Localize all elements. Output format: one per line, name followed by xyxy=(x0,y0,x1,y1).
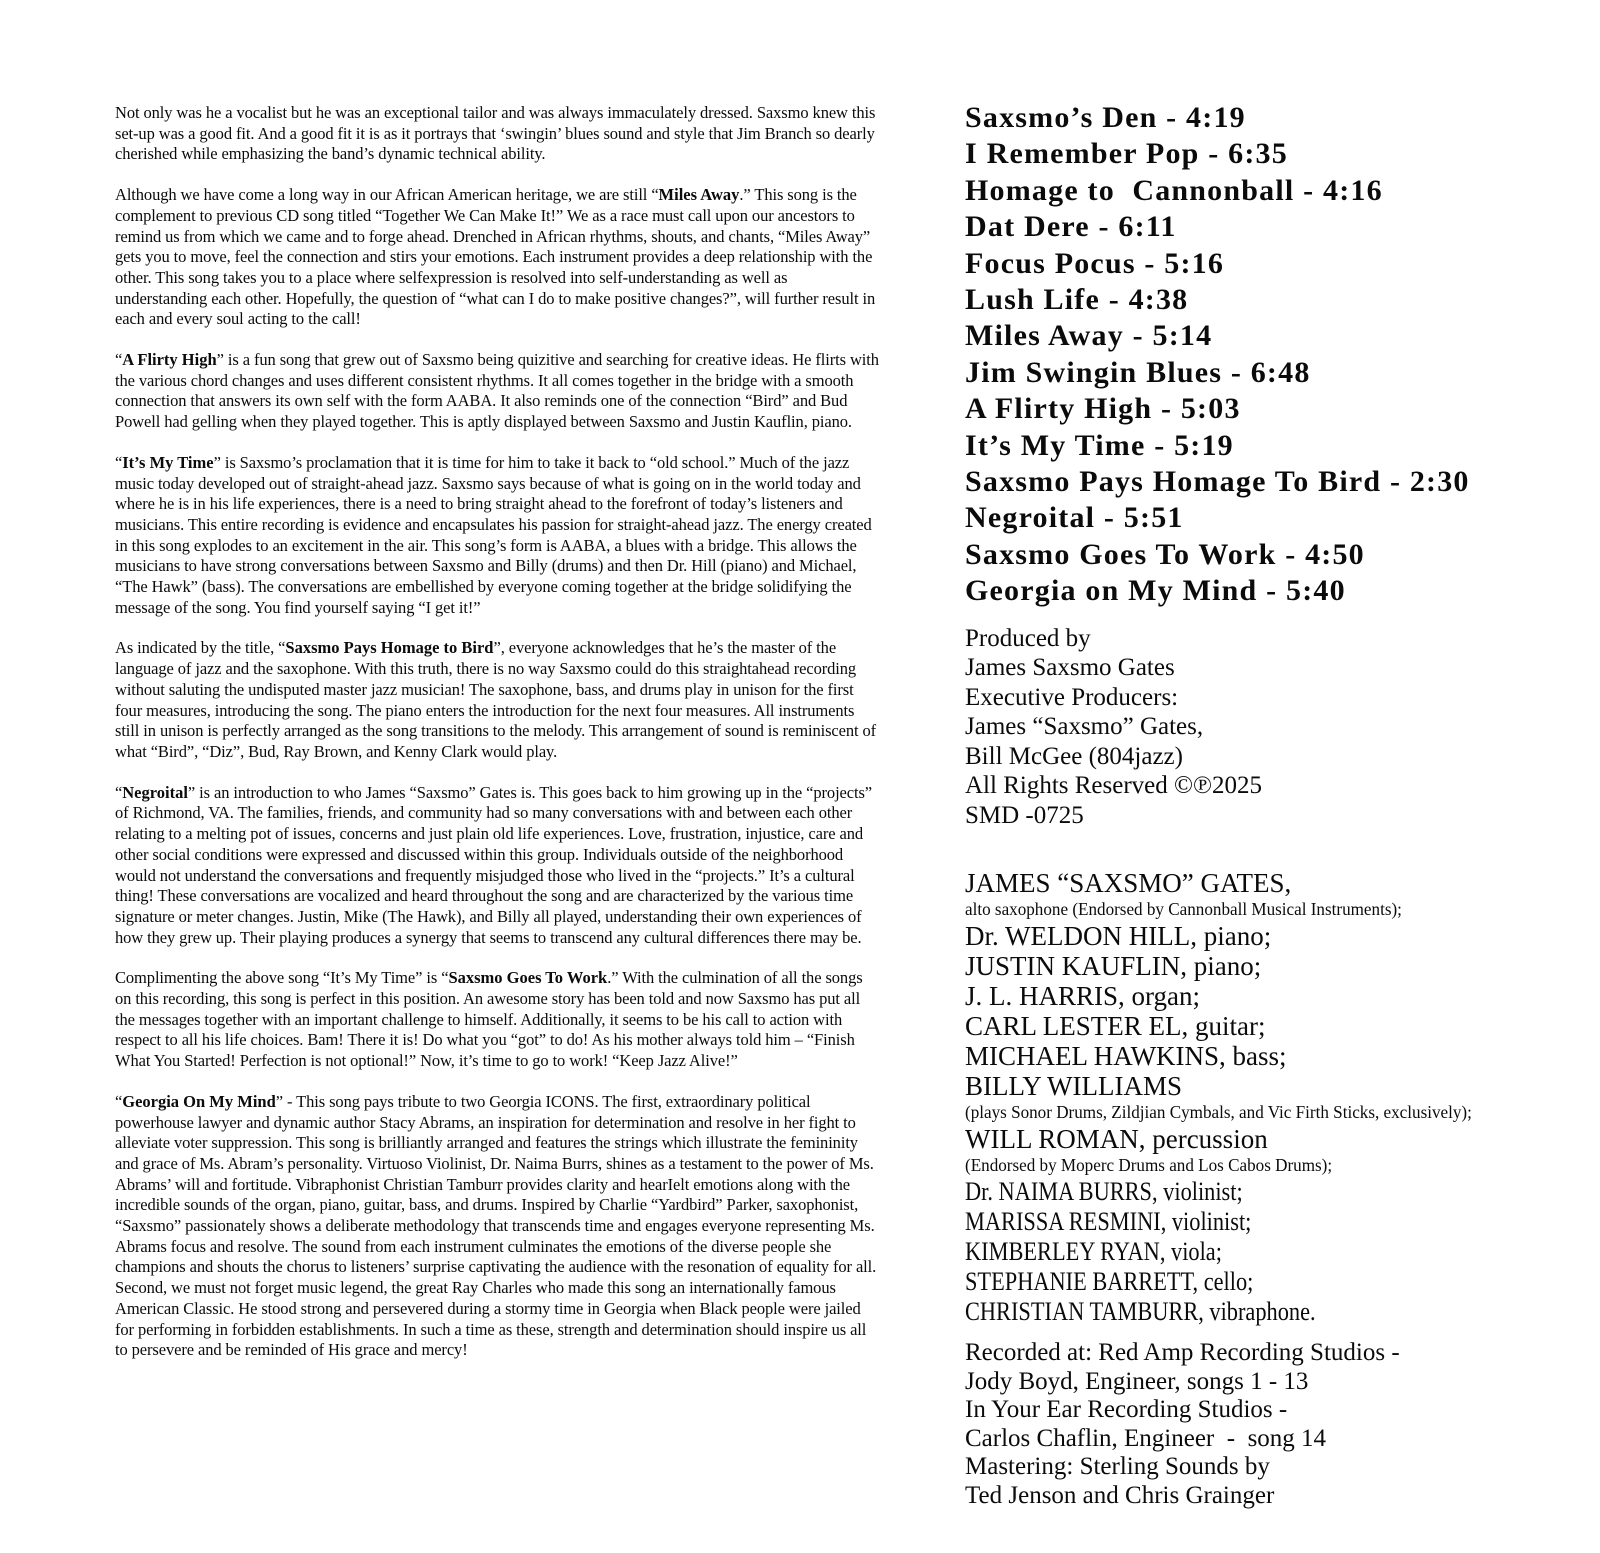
track-item: Georgia on My Mind - 5:40 xyxy=(965,574,1346,608)
song-title-bold: Saxsmo Goes To Work xyxy=(448,968,608,988)
paragraph-text: “ xyxy=(115,1091,123,1111)
track-list xyxy=(965,100,1545,610)
track-item: Saxsmo’s Den - 4:19 xyxy=(965,101,1246,134)
musician-credit-line: JAMES “SAXSMO” GATES, xyxy=(965,868,1292,899)
musician-credit-line: CARL LESTER EL, guitar; xyxy=(965,1011,1266,1042)
paragraph-text: “ xyxy=(115,782,123,802)
song-title-bold: A Flirty High xyxy=(122,350,217,370)
paragraph-text: ”, everyone acknowledges that he’s the master of the language of jazz and the saxophone. With this truth, there is no way Saxsmo could do this straightahead recording without saluting the undisputed master jazz musician! The saxophone, bass, and drums play in unison for the first four measures, introducing the song. The piano enters the introduction for the next four measures. All instruments still in unison is perfectly arranged as the song transitions to the melody. This arrangement of sound is reminiscent of what “Bird”, “Diz”, Bud, Ray Brown, and Kenny Clark would play. xyxy=(115,638,877,761)
musician-credit-line: MARISSA RESMINI, violinist; xyxy=(965,1207,1252,1237)
track-item: Homage to Cannonball - 4:16 xyxy=(965,173,1383,207)
paragraph-text: ” - This song pays tribute to two Georgia ICONS. The first, extraordinary political powerhouse lawyer and dynamic author Stacy Abrams, an inspiration for determination and resolve in her fight to alleviate voter suppression. This song is brilliantly arranged and features the strings which illustrate the femininity and grace of Ms. Abram’s personality. Virtuoso Violinist, Dr. Naima Burrs, shines as a testament to the power of Ms. Abrams’ will and fortitude. Vibraphonist Christian Tamburr provides clarity and hearIelt emotions along with the incredible sounds of the organ, piano, guitar, bass, and drums. Inspired by Charlie “Yardbird” Parker, saxophonist, “Saxsmo” passionately shows a deliberate methodology that transcends time and engages everyone representing Ms. Abrams focus and resolve. The sound from each instrument culminates the emotions of the diverse people she champions and shouts the chorus to listeners’ surprise captivating the audience with the resonation of equality for all. Second, we must not forget music legend, the great Ray Charles who made this song an internationally famous American Classic. He stood strong and persevered during a stormy time in Georgia when Black people were jailed for performing in forbidden establishments. In such a time as these, strength and determination should inspire us all to persevere and be reminded of His grace and mercy! xyxy=(115,1091,877,1360)
musician-credit-line: (Endorsed by Moperc Drums and Los Cabos Drums); xyxy=(965,1155,1333,1176)
recording-line: Carlos Chaflin, Engineer - song 14 xyxy=(965,1424,1327,1452)
paragraph-text: ” is an introduction to who James “Saxsmo” Gates is. This goes back to him growing up in the “projects” of Richmond, VA. The families, friends, and community had so many conversations with and between each other relating to a melting pot of issues, concerns and just plain old life experiences. Love, frustration, injustice, care and other social conditions were expressed and discussed within this group. Individuals outside of the neighborhood would not understand the conversations and frequently misjudged those who lived in the “projects.” It’s a cultural thing! These conversations are vocalized and heard throughout the song and are characterized by the various time signature or meter changes. Justin, Mike (The Hawk), and Billy all played, understanding their own experiences of how they grew up. Their playing produces a synergy that seems to transcend any cultural differences there may be. xyxy=(115,782,873,947)
notes-paragraph xyxy=(115,968,881,1072)
track-item: I Remember Pop - 6:35 xyxy=(965,137,1288,171)
paragraph-text: ” is a fun song that grew out of Saxsmo being quizitive and searching for creative ideas. He flirts with the various chord changes and uses different consistent rhythms. It all comes together in the bridge with a smooth connection that answers its own self with the form AABA. It also reminds one of the connection “Bird” and Bud Powell had gelling when they played together. This is aptly displayed between Saxsmo and Justin Kauflin, piano. xyxy=(115,350,879,432)
production-line: All Rights Reserved ©℗2025 xyxy=(965,772,1262,800)
track-item: Focus Pocus - 5:16 xyxy=(965,246,1225,280)
song-title-bold: Miles Away xyxy=(658,185,740,205)
paragraph-text: “ xyxy=(115,452,123,472)
track-item: Saxsmo Pays Homage To Bird - 2:30 xyxy=(965,465,1470,499)
production-credits xyxy=(965,624,1545,831)
paragraph-text: .” With the culmination of all the songs on this recording, this song is perfect in this position. An awesome story has been told and now Saxsmo has put all the messages together with an important challenge to himself. Additionally, it seems to be his call to action with respect to all his life choices. Bam! There it is! Do what you “got” to do! As his mother always told him – “Finish What You Started! Perfection is not optional!” Now, it’s time to go to work! “Keep Jazz Alive!” xyxy=(115,968,863,1071)
paragraph-text: Although we have come a long way in our African American heritage, we are still “ xyxy=(115,185,659,205)
track-item: Negroital - 5:51 xyxy=(965,501,1184,535)
recording-line: Mastering: Sterling Sounds by xyxy=(965,1453,1270,1481)
musician-credit-line: KIMBERLEY RYAN, viola; xyxy=(965,1237,1222,1267)
notes-paragraph xyxy=(115,783,881,949)
recording-credits xyxy=(965,1339,1545,1510)
musician-credit-line: CHRISTIAN TAMBURR, vibraphone. xyxy=(965,1297,1316,1327)
credits-column xyxy=(965,100,1545,1510)
liner-notes-column xyxy=(115,103,881,1381)
paragraph-text: “ xyxy=(115,350,123,370)
recording-line: In Your Ear Recording Studios - xyxy=(965,1396,1288,1424)
musician-credit-line: (plays Sonor Drums, Zildjian Cymbals, and Vic Firth Sticks, exclusively); xyxy=(965,1102,1472,1123)
musician-credit-line: alto saxophone (Endorsed by Cannonball Musical Instruments); xyxy=(965,899,1402,920)
paragraph-text: Not only was he a vocalist but he was an exceptional tailor and was always immaculately dressed. Saxsmo knew this set-up was a good fit. And a good fit it is as it portrays that ‘swingin’ blues sound and style that Jim Branch so dearly cherished while emphasizing the band’s dynamic technical ability. xyxy=(115,103,876,164)
song-title-bold: Negroital xyxy=(122,782,188,802)
musician-credit-line: BILLY WILLIAMS xyxy=(965,1071,1183,1102)
musician-credit-line: WILL ROMAN, percussion xyxy=(965,1124,1268,1155)
musician-credit-line: JUSTIN KAUFLIN, piano; xyxy=(965,951,1262,982)
notes-paragraph xyxy=(115,185,881,330)
paragraph-text: Complimenting the above song “It’s My Time” is “ xyxy=(115,968,449,988)
track-item: Lush Life - 4:38 xyxy=(965,283,1189,317)
paragraph-text: ” is Saxsmo’s proclamation that it is time for him to take it back to “old school.” Much of the jazz music today developed out of straight-ahead jazz. Saxsmo says because of what is going on in the world today and where he is in his life experiences, there is a need to bring straight ahead to the forefront of today’s listeners and musicians. This entire recording is evidence and encapsulates his passion for straight-ahead jazz. The energy created in this song explodes to an excitement in the air. This song’s form is AABA, a blues with a bridge. This allows the musicians to have strong conversations between Saxsmo and Billy (drums) and then Dr. Hill (piano) and Michael, “The Hawk” (bass). The conversations are embellished by everyone coming together at the bridge solidifying the message of the song. You find yourself saying “I get it!” xyxy=(115,452,872,617)
production-line: Bill McGee (804jazz) xyxy=(965,742,1183,770)
musician-credit-line: J. L. HARRIS, organ; xyxy=(965,981,1201,1012)
song-title-bold: Georgia On My Mind xyxy=(122,1091,276,1111)
musician-credits xyxy=(965,868,1545,1327)
recording-line: Jody Boyd, Engineer, songs 1 - 13 xyxy=(965,1367,1309,1395)
song-title-bold: Saxsmo Pays Homage to Bird xyxy=(285,638,494,658)
track-item: Dat Dere - 6:11 xyxy=(965,210,1177,244)
track-item: Saxsmo Goes To Work - 4:50 xyxy=(965,537,1365,571)
musician-credit-line: Dr. WELDON HILL, piano; xyxy=(965,921,1272,952)
musician-credit-line: MICHAEL HAWKINS, bass; xyxy=(965,1041,1287,1072)
recording-line: Ted Jenson and Chris Grainger xyxy=(965,1481,1275,1509)
track-item: Jim Swingin Blues - 6:48 xyxy=(965,355,1311,389)
song-title-bold: It’s My Time xyxy=(122,452,214,472)
track-item: It’s My Time - 5:19 xyxy=(965,428,1234,462)
paragraph-text: As indicated by the title, “ xyxy=(115,638,286,658)
notes-paragraph xyxy=(115,453,881,619)
musician-credit-line: Dr. NAIMA BURRS, violinist; xyxy=(965,1177,1243,1207)
paragraph-text: .” This song is the complement to previous CD song titled “Together We Can Make It!” We as a race must call upon our ancestors to remind us from which we came and to forge ahead. Drenched in African rhythms, shouts, and chants, “Miles Away” gets you to move, feel the connection and stirs your emotions. Each instrument provides a deep relationship with the other. This song takes you to a place where selfexpression is resolved into self-understanding as well as understanding each other. Hopefully, the question of “what can I do to make positive changes?”, will further result in each and every soul acting to the call! xyxy=(115,185,876,329)
production-line: Executive Producers: xyxy=(965,683,1179,711)
track-item: A Flirty High - 5:03 xyxy=(965,392,1241,426)
notes-paragraph xyxy=(115,638,881,762)
production-line: Produced by xyxy=(965,624,1091,652)
production-line: SMD -0725 xyxy=(965,801,1084,829)
recording-line: Recorded at: Red Amp Recording Studios - xyxy=(965,1339,1400,1367)
musician-credit-line: STEPHANIE BARRETT, cello; xyxy=(965,1267,1254,1297)
notes-paragraph xyxy=(115,103,881,165)
notes-paragraph xyxy=(115,350,881,433)
production-line: James Saxsmo Gates xyxy=(965,654,1175,682)
track-item: Miles Away - 5:14 xyxy=(965,319,1213,353)
notes-paragraph xyxy=(115,1092,881,1361)
production-line: James “Saxsmo” Gates, xyxy=(965,713,1204,741)
